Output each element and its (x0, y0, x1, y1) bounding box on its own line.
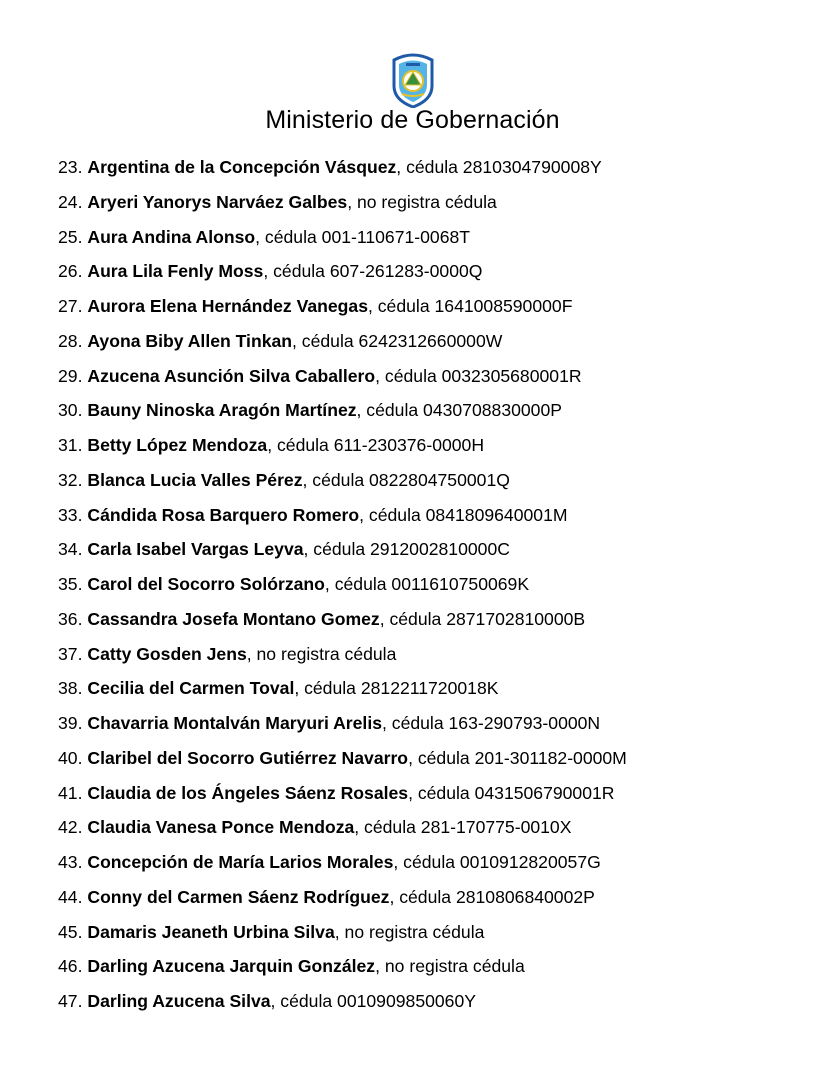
entry-name: Carla Isabel Vargas Leyva (87, 539, 304, 560)
entry-id-detail: , cédula 281-170775-0010X (354, 817, 572, 838)
entry-id-detail: , cédula 2871702810000B (379, 608, 586, 629)
list-item (58, 500, 798, 535)
entry-name: Betty López Mendoza (87, 435, 268, 455)
entry-name: Blanca Lucia Valles Pérez (87, 469, 303, 490)
entry-name: Aryeri Yanorys Narváez Galbes (87, 191, 348, 212)
entry-number: 45. (58, 921, 83, 942)
list-item (58, 847, 798, 882)
entry-name: Chavarria Montalván Maryuri Arelis (87, 713, 382, 733)
entry-number: 38. (58, 678, 83, 699)
entry-id-detail: , no registra cédula (375, 956, 525, 977)
entry-name: Carol del Socorro Solórzano (87, 574, 325, 594)
entry-name: Ayona Biby Allen Tinkan (87, 330, 293, 351)
list-item (58, 361, 798, 396)
list-item (58, 152, 798, 187)
entry-name: Argentina de la Concepción Vásquez (87, 157, 397, 177)
entry-name: Bauny Ninoska Aragón Martínez (87, 400, 357, 421)
entry-id-detail: , cédula 2810304790008Y (396, 157, 602, 177)
entry-name: Aurora Elena Hernández Vanegas (87, 296, 368, 316)
entry-name: Cassandra Josefa Montano Gomez (87, 608, 380, 629)
entry-number: 40. (58, 747, 83, 768)
entry-number: 24. (58, 191, 83, 212)
entry-number: 41. (58, 782, 83, 803)
entry-name: Azucena Asunción Silva Caballero (87, 365, 376, 386)
entry-id-detail: , cédula 201-301182-0000M (408, 747, 627, 768)
entry-name: Damaris Jeaneth Urbina Silva (87, 921, 335, 942)
entry-number: 46. (58, 956, 83, 977)
list-item (58, 222, 798, 257)
list-item (58, 639, 798, 674)
list-item (58, 465, 798, 500)
list-item (58, 534, 798, 569)
entry-id-detail: , cédula 611-230376-0000H (267, 435, 485, 455)
list-item (58, 917, 798, 952)
entry-id-detail: , cédula 163-290793-0000N (382, 713, 601, 733)
entry-id-detail: , cédula 0010909850060Y (270, 991, 476, 1011)
entry-number: 39. (58, 713, 83, 733)
entry-name: Darling Azucena Jarquin González (87, 956, 376, 977)
list-item (58, 604, 798, 639)
entry-id-detail: , cédula 0011610750069K (324, 574, 530, 594)
person-list (58, 152, 798, 1021)
entry-name: Claribel del Socorro Gutiérrez Navarro (87, 747, 409, 768)
entry-id-detail: , cédula 0032305680001R (375, 365, 582, 386)
entry-id-detail: , cédula 0841809640001M (359, 504, 568, 525)
entry-name: Concepción de María Larios Morales (87, 852, 394, 872)
entry-id-detail: , no registra cédula (334, 921, 485, 942)
list-item (58, 812, 798, 847)
list-item (58, 743, 798, 778)
entry-id-detail: , cédula 2812211720018K (294, 678, 499, 699)
entry-id-detail: , cédula 2912002810000C (303, 539, 510, 560)
entry-number: 43. (58, 852, 83, 872)
entry-name: Cecilia del Carmen Toval (87, 678, 295, 699)
entry-number: 44. (58, 886, 83, 907)
entry-number: 26. (58, 261, 83, 282)
entry-number: 35. (58, 574, 83, 594)
entry-id-detail: , no registra cédula (347, 191, 497, 212)
coat-of-arms-seal-icon (390, 52, 436, 108)
entry-name: Darling Azucena Silva (87, 991, 271, 1011)
entry-number: 42. (58, 817, 83, 838)
entry-number: 23. (58, 157, 83, 177)
list-item (58, 430, 798, 465)
entry-name: Aura Lila Fenly Moss (87, 261, 264, 282)
entry-name: Cándida Rosa Barquero Romero (87, 504, 360, 525)
list-item (58, 291, 798, 326)
entry-number: 29. (58, 365, 83, 386)
entry-number: 47. (58, 991, 83, 1011)
entry-id-detail: , cédula 607-261283-0000Q (263, 261, 483, 282)
entry-number: 33. (58, 504, 83, 525)
list-item (58, 673, 798, 708)
entry-id-detail: , cédula 6242312660000W (292, 330, 503, 351)
list-item (58, 778, 798, 813)
entry-name: Aura Andina Alonso (87, 226, 256, 247)
entry-name: Claudia de los Ángeles Sáenz Rosales (87, 782, 409, 803)
entry-id-detail: , cédula 0430708830000P (356, 400, 562, 421)
entry-id-detail: , cédula 2810806840002P (389, 886, 595, 907)
list-item (58, 986, 798, 1021)
entry-id-detail: , cédula 0010912820057G (393, 852, 601, 872)
entry-id-detail: , cédula 1641008590000F (367, 296, 573, 316)
entry-number: 31. (58, 435, 83, 455)
entry-number: 25. (58, 226, 83, 247)
entry-number: 32. (58, 469, 83, 490)
list-item (58, 187, 798, 222)
entry-id-detail: , cédula 001-110671-0068T (255, 226, 471, 247)
entry-name: Claudia Vanesa Ponce Mendoza (87, 817, 355, 838)
list-item (58, 256, 798, 291)
entry-number: 27. (58, 296, 83, 316)
entry-number: 37. (58, 643, 83, 664)
ministry-title: Ministerio de Gobernación (265, 106, 560, 134)
entry-name: Conny del Carmen Sáenz Rodríguez (87, 886, 390, 907)
entry-id-detail: , no registra cédula (246, 643, 397, 664)
list-item (58, 326, 798, 361)
entry-number: 28. (58, 330, 83, 351)
list-item (58, 882, 798, 917)
entry-number: 34. (58, 539, 83, 560)
list-item (58, 395, 798, 430)
list-item (58, 708, 798, 743)
list-item (58, 569, 798, 604)
document-header (0, 52, 825, 108)
entry-number: 30. (58, 400, 83, 421)
entry-id-detail: , cédula 0822804750001Q (302, 469, 510, 490)
entry-name: Catty Gosden Jens (87, 643, 247, 664)
list-item (58, 951, 798, 986)
entry-id-detail: , cédula 0431506790001R (408, 782, 615, 803)
entry-number: 36. (58, 608, 83, 629)
